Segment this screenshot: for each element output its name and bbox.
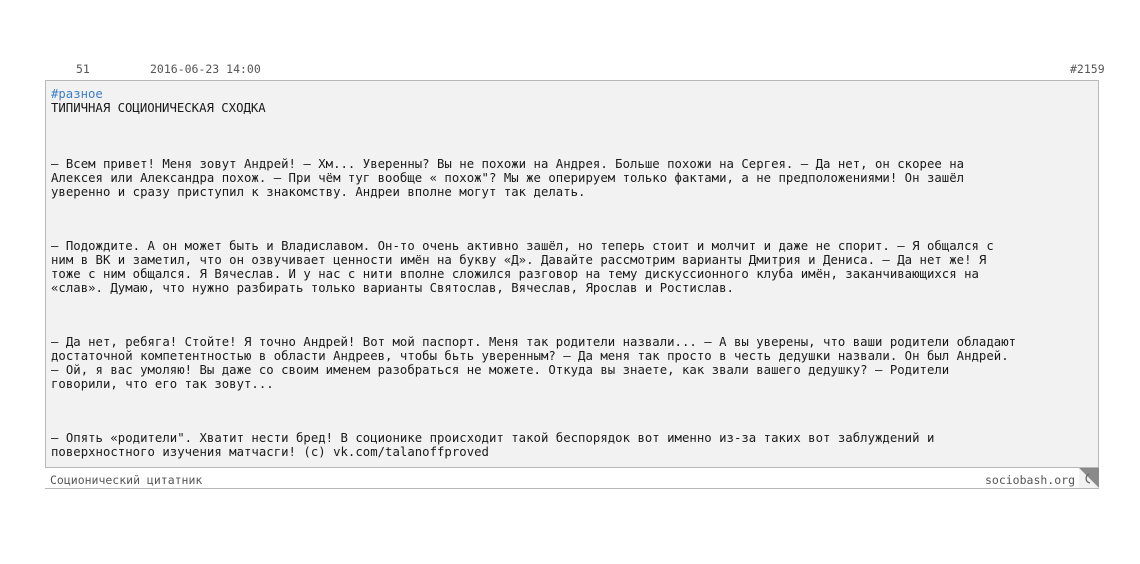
quote-paragraph: – Да нет, ребяга! Стойте! Я точно Андрей! Вот мой паспорт. Меня так родители назвали... – А вы уверены, что ваши родители обладают достаточной компетентностью в области Андреев, чтобы бьть уверенным? – Да меня так просто в честь дедушки назвали. Он был Андрей. – Ой, я вас умоляю! Вы даже со своим именем разобраться не можете. Откуда вы знаете, как звали вашего дедушку? – Родители говорили, что его так зовут... [51, 335, 1017, 391]
quote-paragraph: – Всем привет! Меня зовут Андрей! – Хм... Уверенны? Вы не похожи на Андрея. Больше похожи на Сергея. – Да нет, он скорее на Алексея или Александра похож. – При чём туг вообще « похож"? Мы же оперируем только фактами, а не предположениями! Он зашёл уверенно и сразу приступил к знакомству. Андреи вполне могут так делать. [51, 157, 965, 199]
quote-paragraph: – Опять «родители". Хватит нести бред! В соционике происходит такой беспорядок вот именно из-за таких вот заблуждений и поверхностного изучения матчасги! (c) vk.com/talanoffproved [51, 431, 935, 459]
quote-rating: 51 [76, 62, 90, 76]
quote-tag-link[interactable]: #разное [51, 87, 103, 101]
site-name: Соционический цитатник [50, 473, 203, 487]
site-domain-link[interactable]: sociobash.org [984, 473, 1075, 487]
quote-number-link[interactable]: #2159 [1070, 62, 1105, 76]
quote-title: ТИПИЧНАЯ СОЦИОНИЧЕСКАЯ СХОДКА [51, 101, 266, 115]
quote-date: 2016-06-23 14:00 [150, 62, 261, 76]
corner-fold-icon [1079, 468, 1099, 488]
quote-footer [45, 468, 1099, 489]
quote-paragraph: – Подождите. А он может быть и Владиславом. Он-то очень активно зашёл, но теперь стоит и молчит и даже не спорит. – Я общался с ним в ВК и заметил, что он озвучивает ценности имён на букву «Д». Давайте рассмотрим варианты Дмитрия и Дениса. – Да нет же! Я тоже с ним общался. Я Вячеслав. И у нас с нити вполне сложился разговор на тему дискуссионного клуба имён, заканчивающихся на «слав». Думаю, что нужно разбирать только варианты Святослав, Вячеслав, Ярослав и Ростислав. [51, 239, 994, 295]
quote-body [45, 80, 1099, 468]
